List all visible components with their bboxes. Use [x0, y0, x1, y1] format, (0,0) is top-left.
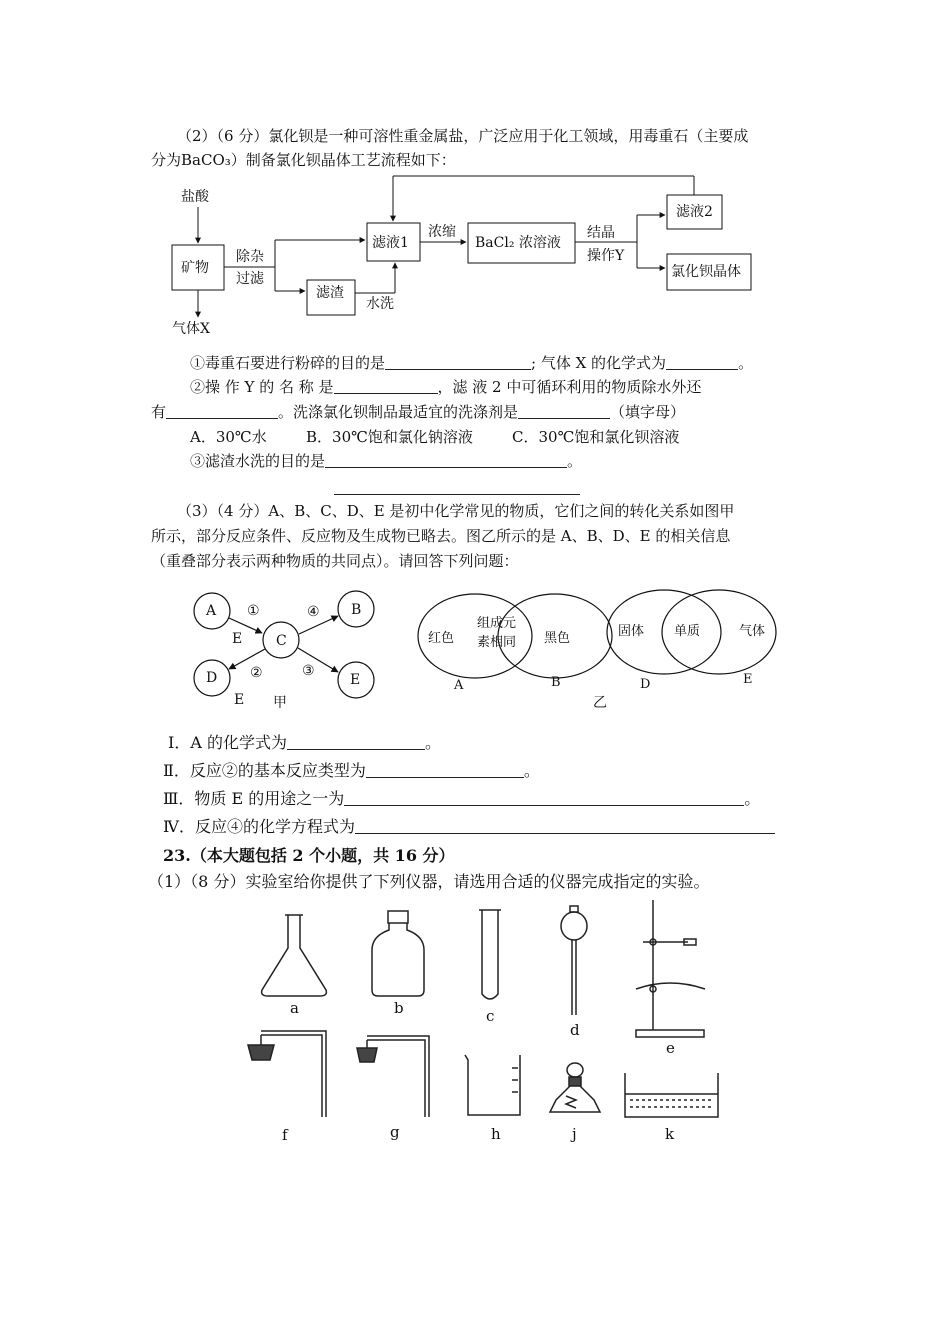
q23-title: 23.（本大题包括 2 个小题，共 16 分） [163, 846, 455, 865]
test-tube-icon [479, 910, 501, 999]
flow-filtrate2: 滤液2 [676, 204, 713, 220]
flow-cryst2: 操作Y [587, 248, 625, 264]
venn2-d-label: D [640, 677, 651, 692]
flow-concentrate: 浓缩 [428, 224, 456, 240]
q3-part-i: Ⅰ．A 的化学式为 。 [168, 733, 441, 752]
venn1-left-label: 红色 [428, 631, 455, 646]
reaction-4-label: ④ [307, 604, 320, 620]
reagent-e-label-2: E [234, 692, 245, 708]
stopper-bent-tube-icon [248, 1031, 326, 1117]
flow-ore: 矿物 [181, 260, 209, 276]
flow-residue: 滤渣 [316, 285, 344, 301]
q2-line1: （2）（6 分）氯化钡是一种可溶性重金属盐，广泛应用于化工领域，用毒重石（主要成 [177, 127, 749, 145]
venn2-e-label: E [743, 672, 753, 687]
q2-sub2-cont: 有 。洗涤氯化钡制品最适宜的洗涤剂是 （填字母） [151, 403, 686, 421]
apparatus-label-k: k [665, 1125, 675, 1143]
q2-option-b: B．30℃饱和氯化钠溶液 [306, 428, 473, 446]
venn1-b-label: B [551, 675, 561, 690]
flow-cryst1: 结晶 [587, 225, 615, 241]
flow-bacl2: BaCl₂ 浓溶液 [475, 235, 561, 251]
flow-gas-x: 气体X [172, 321, 210, 337]
venn2-right-label: 气体 [739, 624, 766, 639]
apparatus-label-f: f [282, 1126, 288, 1144]
apparatus-label-j: j [572, 1125, 577, 1143]
node-a-label: A [206, 603, 217, 619]
q3-part-iii: Ⅲ．物质 E 的用途之一为 。 [163, 789, 761, 808]
q2-sub2: ②操 作 Y 的 名 称 是 ，滤 液 2 中可循环利用的物质除水外还 [190, 378, 702, 396]
q3-line1: （3）（4 分）A、B、C、D、E 是初中化学常见的物质，它们之间的转化关系如图甲 [177, 502, 735, 520]
q2-sub3: ③滤渣水洗的目的是 。 [190, 452, 583, 470]
alcohol-lamp-icon [550, 1063, 600, 1112]
reagent-e-label-1: E [232, 631, 243, 647]
separatory-funnel-icon [561, 906, 587, 1015]
apparatus-label-c: c [486, 1007, 495, 1025]
flow-hcl: 盐酸 [181, 189, 209, 205]
venn1-mid-label-2: 素相同 [477, 635, 517, 650]
iron-stand-icon [636, 900, 705, 1037]
figure-jia-caption: 甲 [273, 695, 287, 711]
node-d-label: D [206, 670, 218, 686]
apparatus-label-b: b [394, 999, 404, 1017]
stopper-bent-tube-icon-g [357, 1036, 429, 1117]
q3-part-ii: Ⅱ．反应②的基本反应类型为 。 [163, 761, 540, 780]
q3-line3: （重叠部分表示两种物质的共同点）。请回答下列问题： [151, 552, 519, 570]
node-e-label: E [350, 672, 361, 688]
reagent-bottle-icon [372, 911, 424, 996]
apparatus-label-e: e [666, 1039, 675, 1057]
venn1-a-label: A [454, 678, 464, 693]
q3-line2: 所示，部分反应条件、反应物及生成物已略去。图乙所示的是 A、B、D、E 的相关信息 [151, 527, 731, 545]
apparatus-label-d: d [570, 1021, 580, 1039]
conical-flask-icon [262, 915, 327, 996]
venn2-mid-label: 单质 [674, 624, 701, 639]
reaction-2-label: ② [250, 665, 263, 681]
venn1-right-label: 黑色 [544, 631, 571, 646]
q2-option-a: A．30℃水 [190, 428, 267, 446]
q3-part-iv: Ⅳ．反应④的化学方程式为 [163, 817, 775, 837]
flow-wash: 水洗 [366, 296, 394, 312]
flow-remove1: 除杂 [236, 249, 264, 265]
q2-sub1: ①毒重石要进行粉碎的目的是 ; 气体 X 的化学式为 。 [190, 354, 754, 372]
venn2-left-label: 固体 [618, 624, 645, 639]
node-c-label: C [276, 633, 287, 649]
figure-yi-caption: 乙 [593, 695, 607, 711]
reaction-3-label: ③ [302, 663, 315, 679]
apparatus-label-a: a [290, 999, 299, 1017]
beaker-icon [465, 1055, 520, 1115]
water-trough-icon [625, 1073, 718, 1117]
reaction-1-label: ① [247, 603, 260, 619]
apparatus-label-h: h [491, 1125, 501, 1143]
q23-line1: （1）（8 分）实验室给你提供了下列仪器，请选用合适的仪器完成指定的实验。 [148, 872, 710, 891]
flow-filtrate1: 滤液1 [372, 235, 409, 251]
node-b-label: B [351, 602, 362, 618]
q2-line2: 分为BaCO₃）制备氯化钡晶体工艺流程如下： [151, 151, 456, 169]
apparatus-label-g: g [390, 1123, 400, 1141]
q2-option-c: C．30℃饱和氯化钡溶液 [512, 428, 680, 446]
flow-crystal: 氯化钡晶体 [671, 264, 741, 280]
venn1-mid-label-1: 组成元 [477, 616, 517, 631]
flow-remove2: 过滤 [236, 271, 264, 287]
